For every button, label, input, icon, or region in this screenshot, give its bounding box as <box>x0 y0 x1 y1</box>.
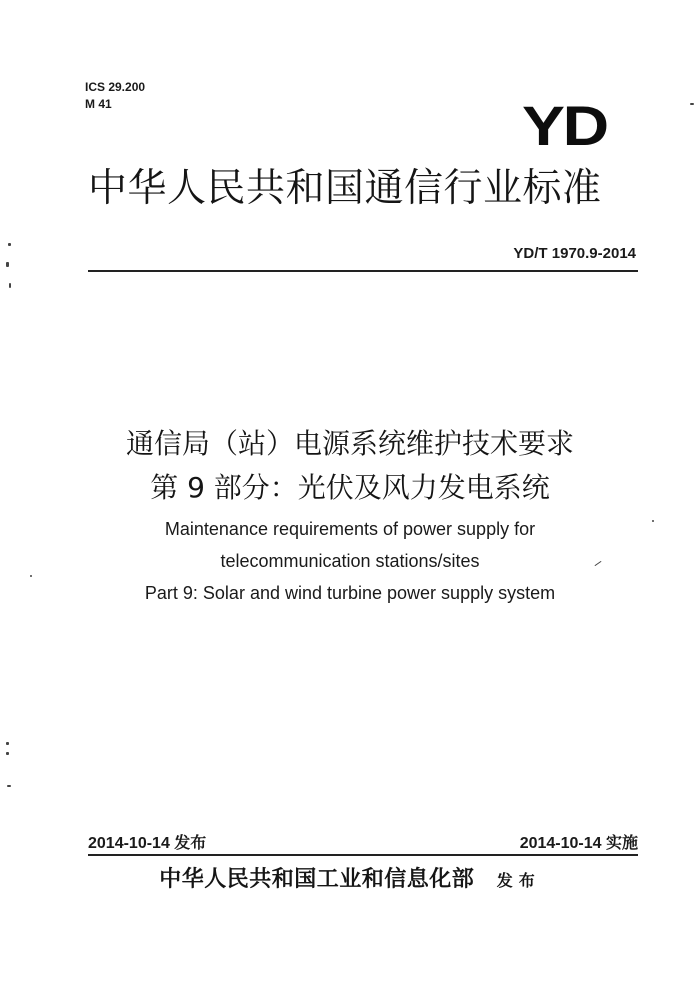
scan-speck <box>30 575 32 577</box>
ccs-code: M 41 <box>85 97 112 111</box>
english-title-line-3: Part 9: Solar and wind turbine power supply system <box>144 583 556 603</box>
english-title-line-1: Maintenance requirements of power supply for <box>164 519 536 539</box>
scan-speck <box>6 262 9 267</box>
document-title-block <box>0 422 700 606</box>
standard-number: YD/T 1970.9-2014 <box>513 245 636 262</box>
chinese-title-line-1: 通信局（站）电源系统维护技术要求 <box>125 427 574 460</box>
scan-speck <box>7 785 11 787</box>
issue-date: 2014-10-14 发布 <box>88 835 207 852</box>
header-divider <box>88 270 638 272</box>
scan-speck <box>690 103 694 105</box>
publisher-line <box>0 862 700 893</box>
standard-category-title: 中华人民共和国通信行业标准 <box>88 166 602 211</box>
english-title-line-2: telecommunication stations/sites <box>220 551 480 571</box>
date-row <box>88 830 638 854</box>
ics-code: ICS 29.200 <box>85 80 146 94</box>
publisher-name: 中华人民共和国工业和信息化部 <box>159 866 475 892</box>
scan-speck <box>6 742 9 745</box>
chinese-title-line-2: 第 9 部分：光伏及风力发电系统 <box>150 471 550 504</box>
classification-codes <box>85 79 145 113</box>
scan-speck <box>652 520 654 522</box>
publish-verb: 发布 <box>496 871 541 890</box>
yd-logo: YD <box>522 94 607 157</box>
implementation-date: 2014-10-14 实施 <box>519 835 638 852</box>
scan-speck <box>6 752 9 755</box>
scan-speck <box>8 243 11 246</box>
scan-speck <box>9 283 11 288</box>
footer-divider <box>88 854 638 856</box>
